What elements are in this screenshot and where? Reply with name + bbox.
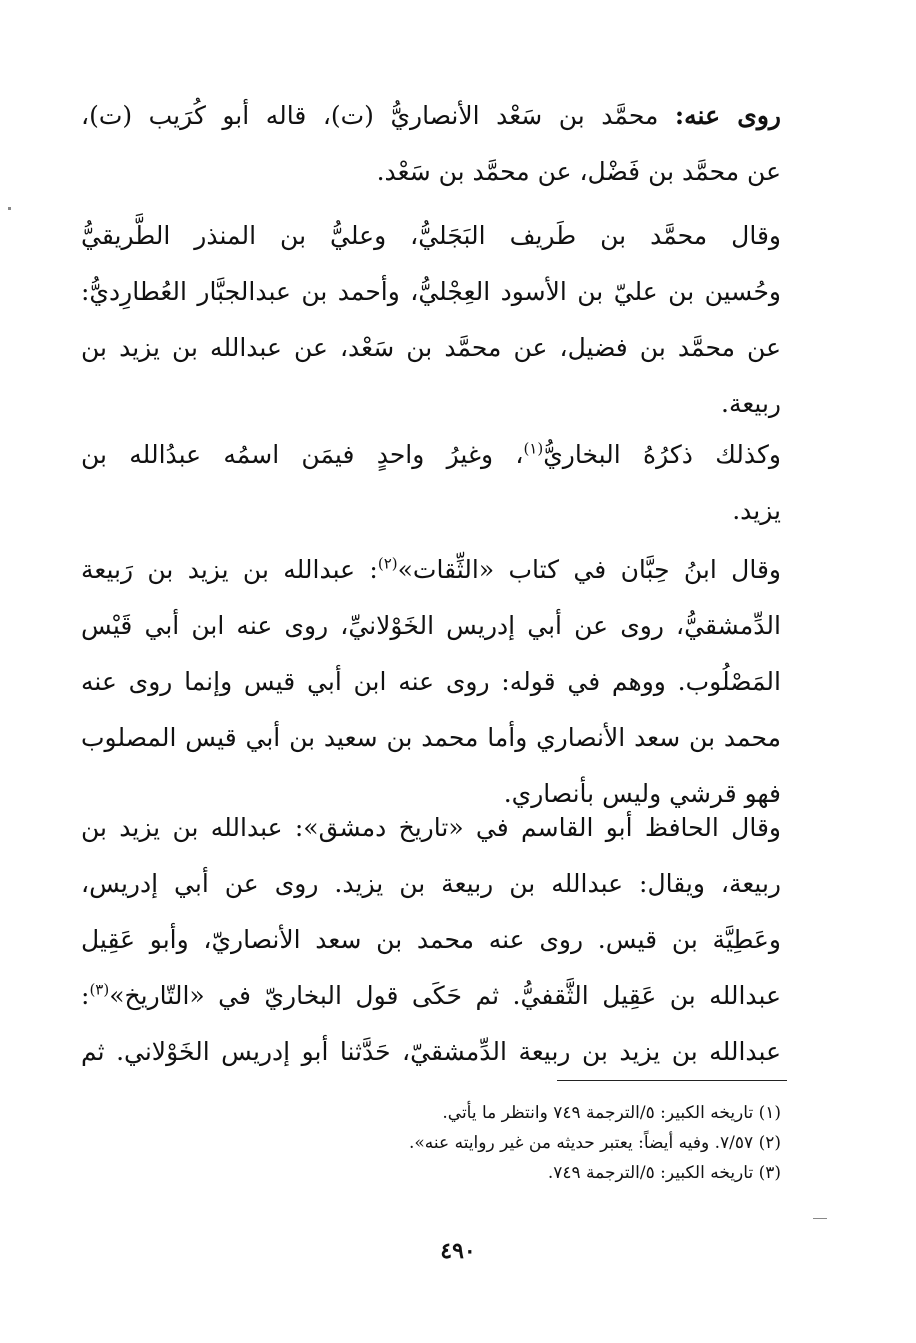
text-line: يزيد. <box>732 496 781 525</box>
text-line: روى عنه: محمَّد بن سَعْد الأنصاريُّ (ت)، قاله أبو كُرَيب (ت)، <box>81 101 781 130</box>
text-line: عبدالله بن عَقِيل الثَّقفيُّ. ثم حَكَى قول البخاريّ في «التّاريخ»$^{(٣)}$: <box>81 980 781 1010</box>
paragraph-1 <box>81 88 781 200</box>
paragraph-2 <box>81 208 781 432</box>
page-number: ٤٩٠ <box>440 1238 476 1264</box>
text-line: محمد بن سعد الأنصاري وأما محمد بن سعيد بن أبي قيس المصلوب <box>81 723 781 752</box>
footnote-separator <box>557 1080 787 1081</box>
paragraph-4 <box>81 542 781 822</box>
footnote-2: (٢) ٧/٥٧. وفيه أيضاً: يعتبر حديثه من غير روايته عنه». <box>408 1133 781 1153</box>
footnote-marker: (٣) <box>89 980 110 999</box>
text-line: وحُسين بن عليّ بن الأسود العِجْليُّ، وأحمد بن عبدالجبَّار العُطارِديُّ: <box>81 277 781 306</box>
footnotes <box>81 1098 781 1188</box>
paragraph-5 <box>81 800 781 1080</box>
text-line: وقال الحافظ أبو القاسم في «تاريخ دمشق»: عبدالله بن يزيد بن <box>81 813 781 842</box>
scan-speck <box>813 1218 827 1219</box>
text-line: فهو قرشي وليس بأنصاري. <box>503 779 781 808</box>
text-line: الدِّمشقيُّ، روى عن أبي إدريس الخَوْلانيِّ، روى عنه ابن أبي قَيْس <box>81 611 781 640</box>
text-line: عن محمَّد بن فَضْل، عن محمَّد بن سَعْد. <box>376 157 781 186</box>
text-line: ربيعة. <box>721 389 781 418</box>
text-line: وقال محمَّد بن طَريف البَجَليُّ، وعليُّ بن المنذر الطَّريقيُّ <box>81 221 781 250</box>
footnote-marker: (٢) <box>377 554 398 573</box>
text-line: المَصْلُوب. ووهم في قوله: روى عنه ابن أبي قيس وإنما روى عنه <box>81 667 781 696</box>
text-line: ربيعة، ويقال: عبدالله بن ربيعة بن يزيد. روى عن أبي إدريس، <box>81 869 781 898</box>
text-line: عن محمَّد بن فضيل، عن محمَّد بن سَعْد، عن عبدالله بن يزيد بن <box>81 333 781 362</box>
text-line: عبدالله بن يزيد بن ربيعة الدِّمشقيّ، حَدَّثنا أبو إدريس الخَوْلاني. ثم <box>81 1037 781 1066</box>
scan-speck <box>8 207 11 210</box>
footnote-3: (٣) تاريخه الكبير: ٥/الترجمة ٧٤٩. <box>547 1163 781 1183</box>
text-line: وكذلك ذكرُهُ البخاريُّ$^{(١)}$، وغيرُ واحدٍ فيمَن اسمُه عبدُالله بن <box>81 439 781 469</box>
lead-label: روى عنه: <box>674 101 781 130</box>
footnote-1: (١) تاريخه الكبير: ٥/الترجمة ٧٤٩ وانتظر ما يأتي. <box>442 1103 781 1123</box>
text-line: وعَطِيَّة بن قيس. روى عنه محمد بن سعد الأنصاريّ، وأبو عَقِيل <box>81 925 781 954</box>
text-line: وقال ابنُ حِبَّان في كتاب «الثِّقات»$^{(٢)}$: عبدالله بن يزيد بن رَبيعة <box>81 554 781 584</box>
paragraph-3 <box>81 427 781 539</box>
footnote-marker: (١) <box>523 439 544 458</box>
